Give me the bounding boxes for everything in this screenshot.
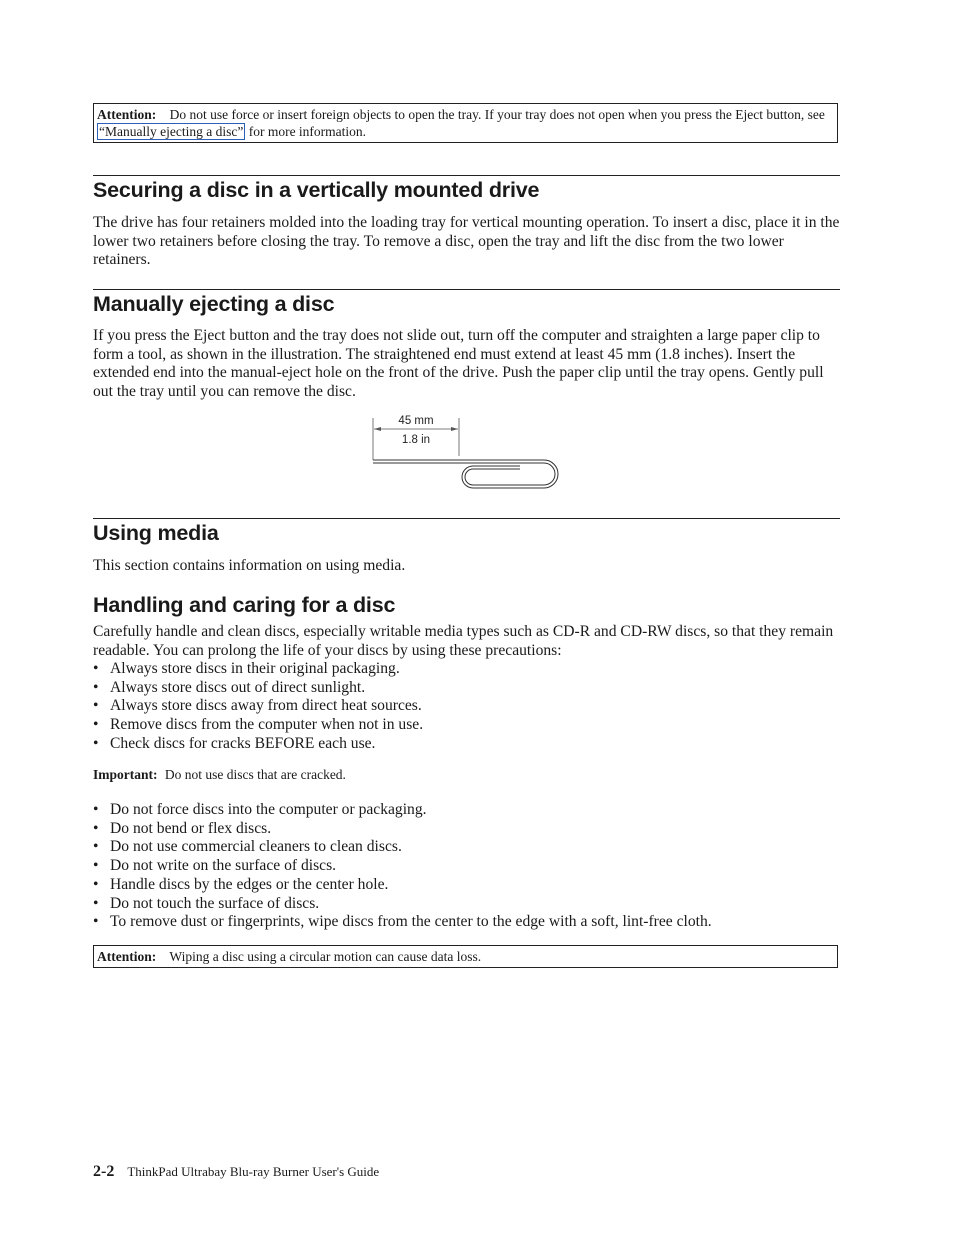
list-item: • Handle discs by the edges or the center hole. <box>93 876 840 895</box>
important-label: Important: <box>93 767 158 782</box>
manually-ejecting-link[interactable]: “Manually ejecting a disc” <box>99 124 244 139</box>
page-footer <box>93 1163 379 1181</box>
list-item: • Always store discs away from direct heat sources. <box>93 697 840 716</box>
dimension-arrow-left <box>374 427 381 431</box>
section-divider <box>93 175 840 176</box>
paperclip-inner <box>373 463 555 485</box>
dimension-label-in: 1.8 in <box>401 434 431 446</box>
important-text: Do not use discs that are cracked. <box>164 767 346 782</box>
attention-note-bottom <box>93 945 838 968</box>
list-item: • Always store discs out of direct sunlight. <box>93 679 840 698</box>
attention-label: Attention: <box>97 107 157 122</box>
handling-list <box>93 801 840 932</box>
list-item: • Do not force discs into the computer or packaging. <box>93 801 840 820</box>
attention-label: Attention: <box>97 949 157 964</box>
heading-using-media: Using media <box>93 521 219 545</box>
list-item: • Always store discs in their original packaging. <box>93 660 840 679</box>
paragraph-handling-discs: Carefully handle and clean discs, especially writable media types such as CD-R and CD-RW discs, so that they remain readable. You can prolong the life of your discs by using these precautions: <box>93 623 834 659</box>
list-item: • Do not bend or flex discs. <box>93 820 840 839</box>
list-item: • Do not use commercial cleaners to clean discs. <box>93 838 840 857</box>
important-note <box>93 767 346 783</box>
list-item: • Check discs for cracks BEFORE each use. <box>93 735 840 754</box>
attention-text: Wiping a disc using a circular motion can cause data loss. <box>169 949 482 964</box>
paragraph-using-media: This section contains information on using media. <box>93 557 406 574</box>
paragraph-manual-eject: If you press the Eject button and the tray does not slide out, turn off the computer and straighten a large paper clip to form a tool, as shown in the illustration. The straightened end must extend at least 45 mm (1.8 inches). Insert the extended end into the manual-eject hole on the front of the drive. Push the paper clip until the tray opens. Gently pull out the tray until you can remove the disc. <box>93 327 824 401</box>
attention-text-after: for more information. <box>248 124 367 139</box>
attention-text: Do not use force or insert foreign objects to open the tray. If your tray does not open when you press the Eject button, see <box>169 107 825 122</box>
precautions-list <box>93 660 840 754</box>
section-divider <box>93 289 840 290</box>
attention-note-top <box>93 103 838 143</box>
heading-handling-discs: Handling and caring for a disc <box>93 593 396 617</box>
list-item: • To remove dust or fingerprints, wipe discs from the center to the edge with a soft, lint-free cloth. <box>93 913 840 932</box>
heading-vertical-mount: Securing a disc in a vertically mounted drive <box>93 178 540 202</box>
paperclip-illustration <box>368 410 568 492</box>
section-divider <box>93 518 840 519</box>
heading-manual-eject: Manually ejecting a disc <box>93 292 335 316</box>
list-item: • Remove discs from the computer when not in use. <box>93 716 840 735</box>
dimension-arrow-right <box>451 427 458 431</box>
list-item: • Do not touch the surface of discs. <box>93 895 840 914</box>
document-title: ThinkPad Ultrabay Blu-ray Burner User's Guide <box>127 1164 380 1179</box>
dimension-label-mm: 45 mm <box>398 415 434 427</box>
list-item: • Do not write on the surface of discs. <box>93 857 840 876</box>
page-number: 2-2 <box>93 1163 115 1180</box>
paragraph-vertical-mount: The drive has four retainers molded into the loading tray for vertical mounting operation. To insert a disc, place it in the lower two retainers before closing the tray. To remove a disc, open the tray and lift the disc from the two lower retainers. <box>93 214 840 269</box>
